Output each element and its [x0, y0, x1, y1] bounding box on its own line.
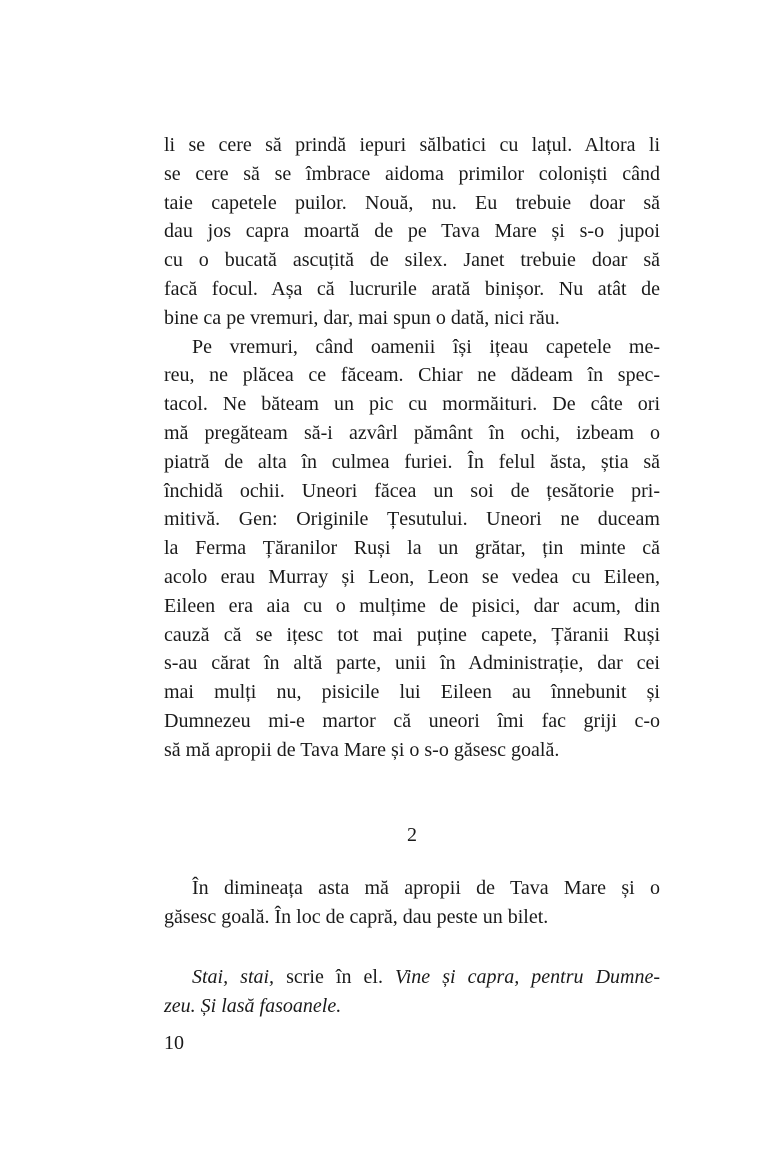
text-line: reu, ne plăcea ce făceam. Chiar ne dădeam în spec- — [164, 364, 660, 387]
chapter-number: 2 — [407, 824, 417, 846]
text-line: la Ferma Țăranilor Ruși la un grătar, țin minte că — [164, 537, 660, 560]
note-line — [164, 963, 660, 992]
text-line: tacol. Ne băteam un pic cu mormăituri. De câte ori — [164, 393, 660, 416]
text-line: cu o bucată ascuțită de silex. Janet trebuie doar să — [164, 249, 660, 272]
text-line: bine ca pe vremuri, dar, mai spun o dată, nici rău. — [164, 306, 560, 329]
page-number: 10 — [164, 1032, 184, 1054]
text-line: În dimineața asta mă apropii de Tava Mare și o — [192, 877, 660, 899]
text-line: să mă apropii de Tava Mare și o s-o găsesc goală. — [164, 738, 560, 761]
note-line — [164, 992, 660, 1021]
text-line: Dumnezeu mi-e martor că uneori îmi fac griji c-o — [164, 709, 660, 732]
text-line: acolo erau Murray și Leon, Leon se vedea cu Eileen, — [164, 565, 660, 588]
text-line: mă pregăteam să-i azvârl pământ în ochi, izbeam o — [164, 421, 660, 444]
text-line: taie capetele puilor. Nouă, nu. Eu trebuie doar să — [164, 191, 660, 214]
paragraph-1 — [164, 131, 660, 333]
text-line: se cere să se îmbrace aidoma primilor coloniști când — [164, 162, 660, 185]
note-roman-text: scrie în el. — [274, 966, 395, 988]
text-line: Pe vremuri, când oamenii își ițeau capetele me- — [192, 335, 660, 358]
note-italic-text: Vine și capra, pentru Dumne- — [395, 966, 660, 988]
note-paragraph — [164, 963, 660, 1021]
text-line: li se cere să prindă iepuri sălbatici cu lațul. Altora li — [164, 134, 660, 156]
note-italic-text: Stai, stai, — [192, 966, 275, 988]
text-line: facă focul. Așa că lucrurile arată binișor. Nu atât de — [164, 277, 660, 300]
text-line: închidă ochii. Uneori făcea un soi de țesătorie pri- — [164, 479, 660, 502]
text-line: Eileen era aia cu o mulțime de pisici, dar acum, din — [164, 594, 660, 617]
note-italic-text: zeu. Și lasă fasoanele. — [164, 994, 342, 1017]
text-line: mai mulți nu, pisicile lui Eileen au înnebunit și — [164, 681, 660, 704]
text-line: dau jos capra moartă de pe Tava Mare și s-o jupoi — [164, 220, 660, 243]
text-line: cauză că se ițesc tot mai puține capete, Țăranii Ruși — [164, 623, 660, 646]
paragraph-3 — [164, 874, 660, 932]
paragraph-2 — [164, 333, 660, 765]
text-line: mitivă. Gen: Originile Țesutului. Uneori ne duceam — [164, 508, 660, 531]
text-line: s-au cărat în altă parte, unii în Administrație, dar cei — [164, 652, 660, 675]
text-line: piatră de alta în culmea furiei. În felul ăsta, știa să — [164, 450, 660, 473]
text-line: găsesc goală. În loc de capră, dau peste un bilet. — [164, 905, 549, 928]
